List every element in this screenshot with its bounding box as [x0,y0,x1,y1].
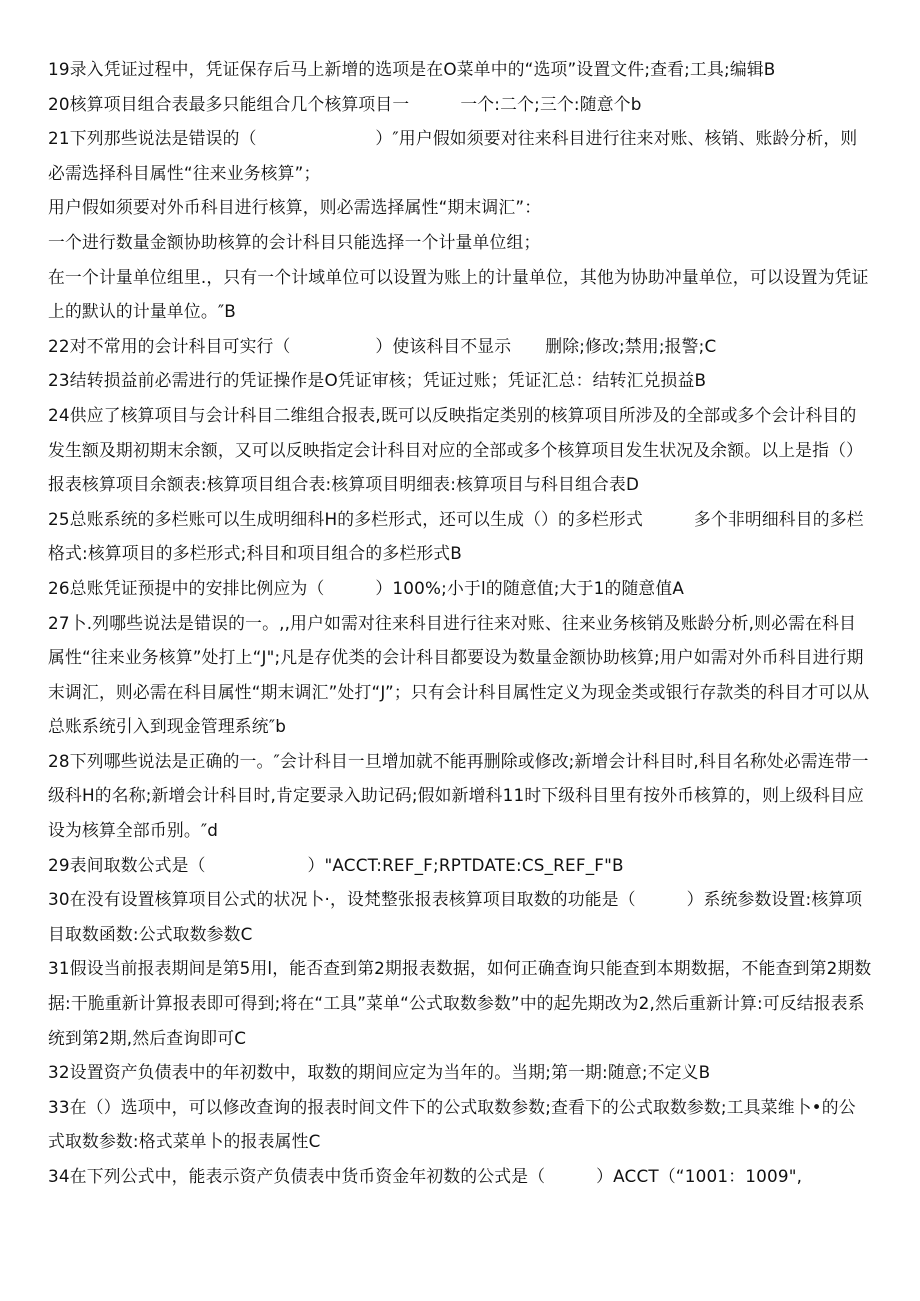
question-25: 25总账系统的多栏账可以生成明细科H的多栏形式，还可以生成（）的多栏形式 多个非明细科目的多栏格式:核算项目的多栏形式;科目和项目组合的多栏形式B [48,508,864,564]
question-29: 29表间取数公式是（ ）"ACCT:REF_F;RPTDATE:CS_REF_F"B [48,854,624,875]
question-21-option-3: 一个进行数量金额协助核算的会计科目只能选择一个计量单位组； [48,231,541,252]
question-33: 33在（）选项中，可以修改查询的报表时间文件下的公式取数参数;查看下的公式取数参数;工具菜维卜•的公式取数参数:格式菜单卜的报表属性C [48,1096,856,1152]
question-31: 31假设当前报表期间是第5用l，能否查到第2期报表数据，如何正确查询只能查到本期数据，不能查到第2期数据:干脆重新计算报表即可得到;将在“工具”菜单“公式取数参数”中的起先期改为2,然后重新计算:可反结报表系统到第2期,然后查询即可C [48,958,872,1048]
question-34: 34在下列公式中，能表示资产负债表中货币资金年初数的公式是（ ）ACCT（“1001：1009", [48,1166,803,1186]
question-21-option-2: 用户假如须要对外币科目进行核算，则必需选择属性“期末调汇”： [48,197,542,218]
question-21-option-4: 在一个计量单位组里.，只有一个计域单位可以设置为账上的计量单位，其他为协助冲量单位，可以设置为凭证上的默认的计量单位。″B [48,266,869,322]
question-30: 30在没有设置核算项目公式的状况卜·，设梵整张报表核算项目取数的功能是（ ）系统参数设置:核算项目取数函数:公式取数参数C [48,889,863,944]
question-19: 19录入凭证过程中，凭证保存后马上新增的选项是在O菜单中的“选项”设置文件;查看;工具;编辑B [48,59,776,79]
question-20: 20核算项目组合表最多只能组合几个核算项目一 一个:二个;三个:随意个b [48,93,642,114]
question-22: 22对不常用的会计科目可实行（ ）使该科目不显示 删除;修改;禁用;报警;C [48,335,717,356]
question-27: 27卜.列哪些说法是错误的一。,,用户如需对往来科目进行往来对账、往来业务核销及账龄分析,则必需在科目属性“往来业务核算”处打上“J";凡是存优类的会计科目都要设为数量金额协助核算;用户如需对外币科目进行期末调汇，则必需在科目属性“期末调汇”处打“J”；只有会计科目属性定义为现金类或银行存款类的科目才可以从总账系统引入到现金管理系统″b [48,612,870,737]
question-28: 28下列哪些说法是正确的一。″会计科目一旦增加就不能再删除或修改;新增会计科目时,科目名称处必需连带一级科H的名称;新增会计科目时,肯定要录入助记码;假如新增科11时下级科目里有按外币核算的，则上级科目应设为核算全部币别。″d [48,750,869,841]
question-24: 24供应了核算项目与会计科目二维组合报表,既可以反映指定类别的核算项目所涉及的全部或多个会计科目的发生额及期初期末余额，又可以反映指定会计科目对应的全部或多个核算项目发生状况及余额。以上是指（）报表核算项目余额表:核算项目组合表:核算项目明细表:核算项目与科目组合表D [48,404,864,495]
question-23: 23结转损益前必需进行的凭证操作是O凭证审核；凭证过账；凭证汇总：结转汇兑损益B [48,370,707,391]
question-32: 32设置资产负债表中的年初数中，取数的期间应定为当年的。当期;第一期:随意;不定义B [48,1062,711,1083]
question-26: 26总账凭证预提中的安排比例应为（ ）100%;小于l的随意值;大于1的随意值A [48,577,685,598]
question-21: 21下列那些说法是错误的（ ）″用户假如须要对往来科目进行往来对账、核销、账龄分析，则必需选择科目属性“往来业务核算”； [48,128,858,183]
